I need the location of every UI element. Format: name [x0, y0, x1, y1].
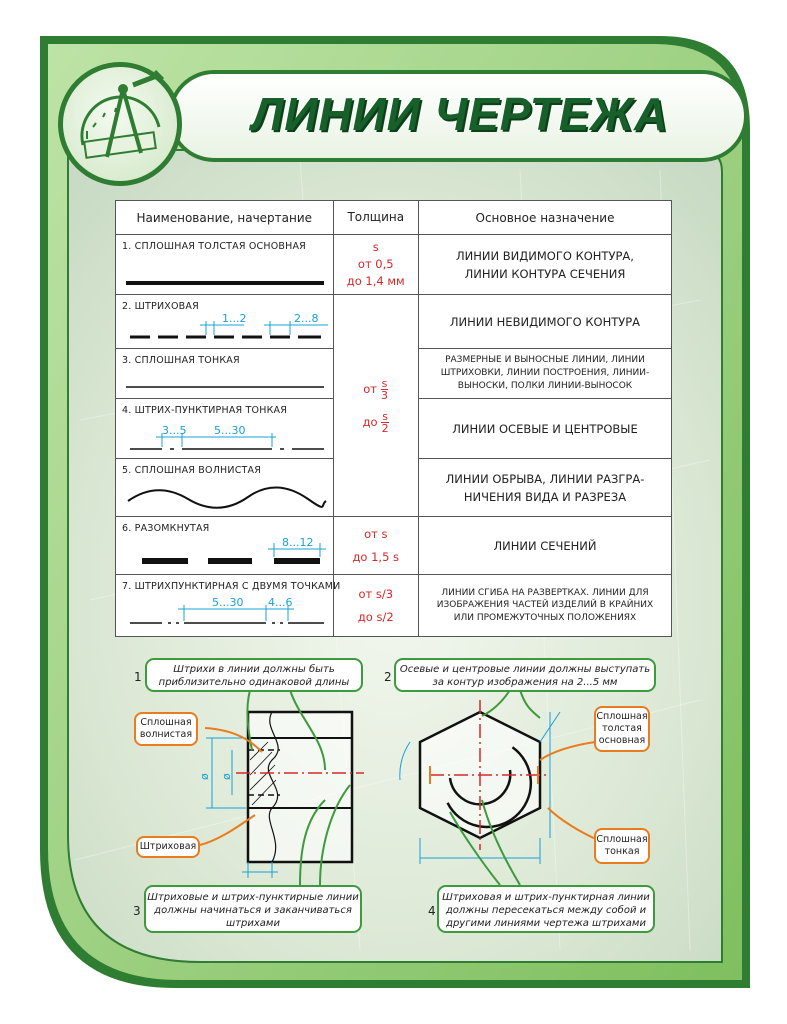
dashed-line — [116, 295, 348, 349]
table-row — [116, 575, 672, 637]
purpose-cell: ЛИНИИ ВИДИМОГО КОНТУРА, ЛИНИИ КОНТУРА СЕЧЕНИЯ — [418, 235, 671, 295]
note-bubble-3: Штриховые и штрих-пунктирные линии должны начинаться и заканчиваться штрихами — [144, 885, 362, 933]
header-purpose: Основное назначение — [418, 201, 671, 235]
diameter-label: ø — [198, 773, 211, 780]
dim-label: 5...30 — [212, 596, 244, 609]
poster-title: ЛИНИИ ЧЕРТЕЖА — [251, 88, 669, 140]
table-row — [116, 295, 672, 349]
tag-thin: Сплошная тонкая — [594, 828, 650, 864]
table-row — [116, 235, 672, 295]
line-name: 7. ШТРИХПУНКТИРНАЯ С ДВУМЯ ТОЧКАМИ — [122, 581, 341, 592]
table-row — [116, 517, 672, 575]
dash-dot-line — [116, 399, 348, 459]
dim-label: 3...5 — [162, 424, 187, 437]
dim-label: 1...2 — [222, 312, 247, 325]
line-sample-cell — [116, 575, 341, 637]
examples-drawing — [0, 650, 787, 950]
solid-thin-line — [116, 349, 348, 399]
line-types-table — [115, 200, 672, 637]
thickness-line: от 0,5 — [357, 257, 394, 271]
header-name: Наименование, начертание — [116, 201, 334, 235]
thickness-line: до s/2 — [357, 609, 394, 624]
tag-dashed: Штриховая — [136, 836, 200, 858]
note-bubble-1: Штрихи в линии должны быть приблизительно одинаковой длины — [145, 658, 363, 692]
fraction-num: s — [382, 409, 388, 423]
fraction — [381, 411, 389, 434]
line-name: 3. СПЛОШНАЯ ТОНКАЯ — [122, 355, 240, 366]
dim-label: 4...6 — [268, 596, 293, 609]
fraction-den: 3 — [380, 388, 388, 402]
thickness-line: от s — [364, 526, 388, 541]
drafting-tools-icon — [63, 67, 177, 181]
line-name: 6. РАЗОМКНУТАЯ — [122, 523, 210, 534]
purpose-cell: ЛИНИИ ОБРЫВА, ЛИНИИ РАЗГРА-НИЧЕНИЯ ВИДА И РАЗРЕЗА — [418, 459, 671, 517]
hex-nut-drawing — [400, 700, 560, 864]
dim-label: 8...12 — [282, 536, 314, 549]
solid-thick-line — [116, 235, 348, 295]
tag-wavy: Сплошная волнистая — [134, 712, 198, 746]
line-sample-cell — [116, 517, 334, 575]
line-sample-cell — [116, 349, 334, 399]
line-sample-cell — [116, 295, 334, 349]
purpose-cell: ЛИНИИ СГИБА НА РАЗВЕРТКАХ. ЛИНИИ ДЛЯ ИЗОБРАЖЕНИЯ ЧАСТЕЙ ИЗДЕЛИЙ В КРАЙНИХ ИЛИ ПРОМЕЖУТОЧНЫХ ПОЛОЖЕНИЯХ — [418, 575, 671, 637]
line-name: 2. ШТРИХОВАЯ — [122, 301, 199, 312]
header-thickness: Толщина — [333, 201, 418, 235]
dim-label: 5...30 — [214, 424, 246, 437]
line-name: 1. СПЛОШНАЯ ТОЛСТАЯ ОСНОВНАЯ — [122, 241, 306, 252]
table-header-row — [116, 201, 672, 235]
note-number: 3 — [133, 904, 141, 918]
note-number: 4 — [428, 904, 436, 918]
purpose-cell: ЛИНИИ ОСЕВЫЕ И ЦЕНТРОВЫЕ — [418, 399, 671, 459]
note-bubble-2: Осевые и центровые линии должны выступать за контур изображения на 2...5 мм — [394, 658, 656, 692]
thickness-line: до 1,5 s — [352, 549, 400, 564]
fraction-num: s — [381, 376, 388, 390]
line-name: 5. СПЛОШНАЯ ВОЛНИСТАЯ — [122, 465, 262, 476]
purpose-cell: ЛИНИИ НЕВИДИМОГО КОНТУРА — [418, 295, 671, 349]
thickness-line: до 1,4 мм — [346, 274, 405, 288]
dash-double-dot-line — [116, 575, 348, 637]
dim-label: 2...8 — [294, 312, 319, 325]
line-sample-cell — [116, 235, 334, 295]
thickness-line: s — [372, 240, 379, 254]
open-line — [116, 517, 348, 575]
wavy-line — [116, 459, 348, 517]
diameter-label: ø — [220, 773, 233, 780]
tag-thick: Сплошная толстая основная — [594, 706, 650, 752]
purpose-cell: ЛИНИИ СЕЧЕНИЙ — [418, 517, 671, 575]
purpose-cell: РАЗМЕРНЫЕ И ВЫНОСНЫЕ ЛИНИИ, ЛИНИИ ШТРИХОВКИ, ЛИНИИ ПОСТРОЕНИЯ, ЛИНИИ-ВЫНОСКИ, ПОЛКИ ЛИНИИ-ВЫНОСОК — [418, 349, 671, 399]
fraction — [381, 378, 389, 401]
line-sample-cell — [116, 399, 334, 459]
thickness-line: от s/3 — [358, 586, 394, 601]
line-sample-cell — [116, 459, 334, 517]
fraction-den: 2 — [381, 421, 389, 435]
thickness-prefix: от — [363, 381, 377, 396]
emblem — [58, 62, 182, 186]
part-drawing-left — [198, 712, 364, 878]
note-bubble-4: Штриховая и штрих-пунктирная линии должны пересекаться между собой и другими линиями чертежа штрихами — [437, 885, 655, 933]
thickness-prefix: до — [362, 414, 378, 429]
note-number: 2 — [384, 670, 392, 684]
line-name: 4. ШТРИХ-ПУНКТИРНАЯ ТОНКАЯ — [122, 405, 288, 416]
note-number: 1 — [134, 670, 142, 684]
